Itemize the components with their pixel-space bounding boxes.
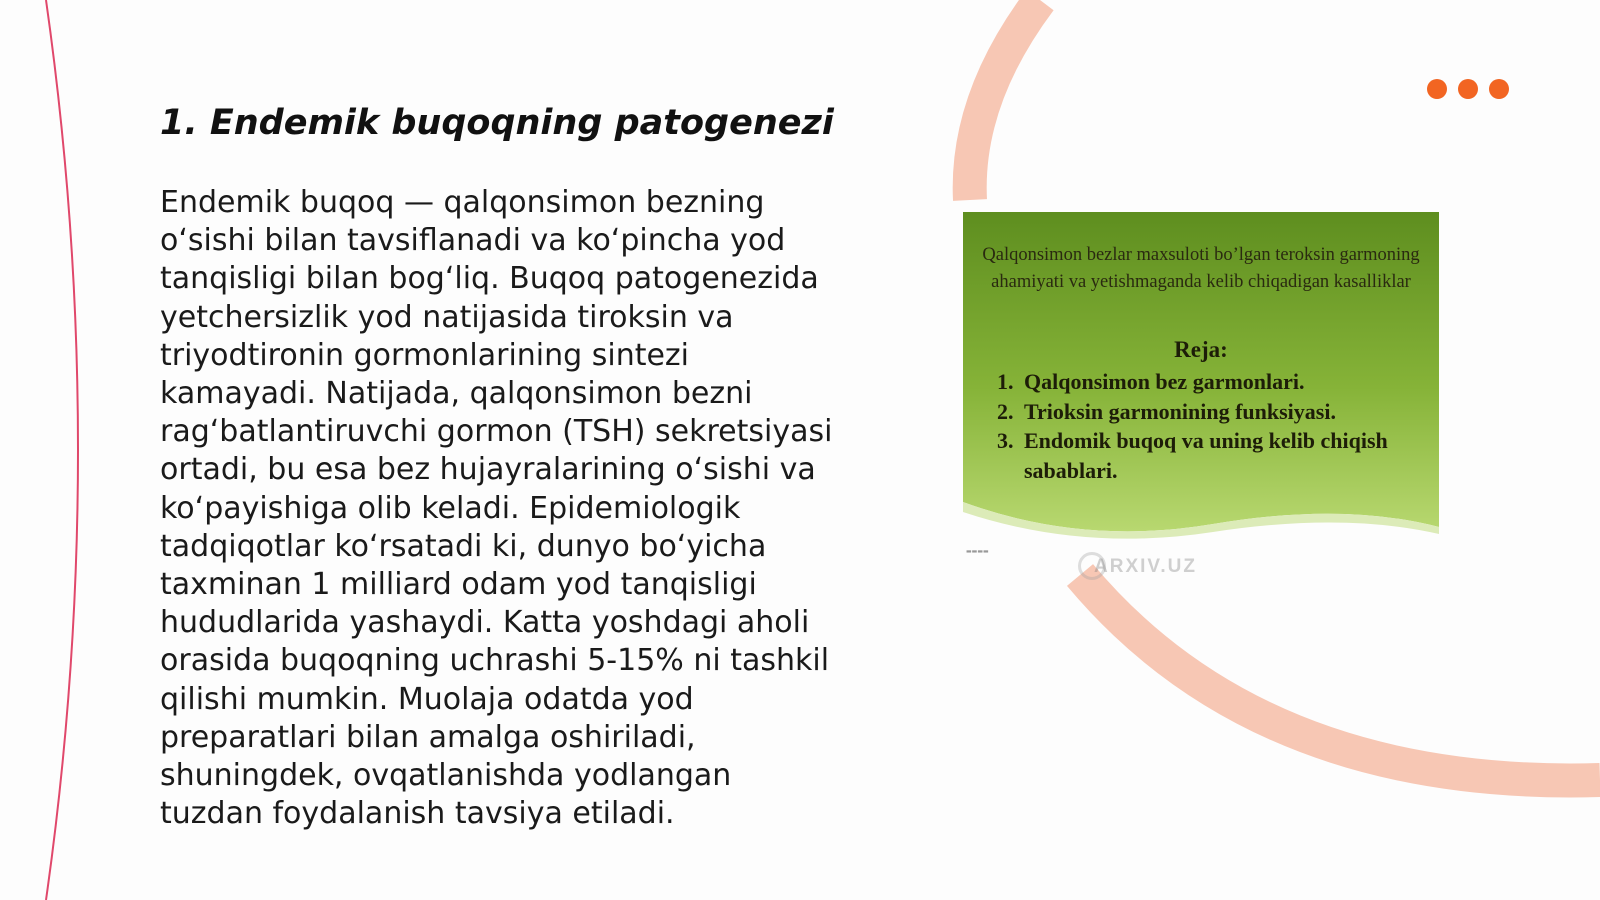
embedded-slide-image bbox=[963, 212, 1439, 542]
slide-paragraph: Endemik buqoq — qalqonsimon bezning oʻsishi bilan tavsiflanadi va koʻpincha yod tanqisligi bilan bogʻliq. Buqoq patogenezida yetchersizlik yod natijasida tiroksin va triyodtironin gormonlarining sintezi kamayadi. Natijada, qalqonsimon bezni ragʻbatlantiruvchi gormon (TSH) sekretsiyasi ortadi, bu esa bez hujayralarining oʻsishi va koʻpayishiga olib keladi. Epidemiologik tadqiqotlar koʻrsatadi ki, dunyo boʻyicha taxminan 1 milliard odam yod tanqisligi hududlarida yashaydi. Katta yoshdagi aholi orasida buqoqning uchrashi 5-15% ni tashkil qilishi mumkin. Muolaja odatda yod preparatlari bilan amalga oshiriladi, shuningdek, ovqatlanishda yodlangan tuzdan foydalanish tavsiya etiladi. bbox=[160, 185, 833, 832]
slide-title: 1. Endemik buqoqning patogenezi bbox=[160, 103, 834, 143]
card-subject: Qalqonsimon bezlar maxsuloti bo’lgan teroksin garmoning ahamiyati va yetishmaganda kelib chiqadigan kasalliklar bbox=[982, 245, 1420, 292]
list-item-text: Endomik buqoq va uning kelib chiqish sabablari. bbox=[1024, 428, 1388, 483]
list-item-text: Qalqonsimon bez garmonlari. bbox=[1024, 369, 1305, 394]
dot bbox=[1489, 79, 1509, 99]
list-item-text: Trioksin garmonining funksiyasi. bbox=[1024, 398, 1336, 424]
decorative-arc-upper bbox=[970, 0, 1040, 200]
list-item bbox=[997, 397, 1417, 427]
list-item-number: 1. bbox=[997, 369, 1014, 394]
dot bbox=[1427, 79, 1447, 99]
watermark-text: ARXIV.UZ bbox=[1094, 556, 1197, 577]
list-item bbox=[997, 426, 1417, 485]
tiny-caption-mark: ▬▬▬▬ bbox=[966, 548, 989, 555]
left-accent-line bbox=[46, 0, 78, 900]
list-item-number: 2. bbox=[997, 398, 1014, 424]
decorative-arc-lower bbox=[1080, 575, 1600, 780]
card-plan-heading: Reja: bbox=[1174, 337, 1228, 362]
more-dots-icon bbox=[1427, 79, 1509, 99]
card-plan-list bbox=[997, 367, 1417, 485]
dot bbox=[1458, 79, 1478, 99]
list-item bbox=[997, 367, 1417, 397]
list-item-number: 3. bbox=[997, 428, 1014, 453]
